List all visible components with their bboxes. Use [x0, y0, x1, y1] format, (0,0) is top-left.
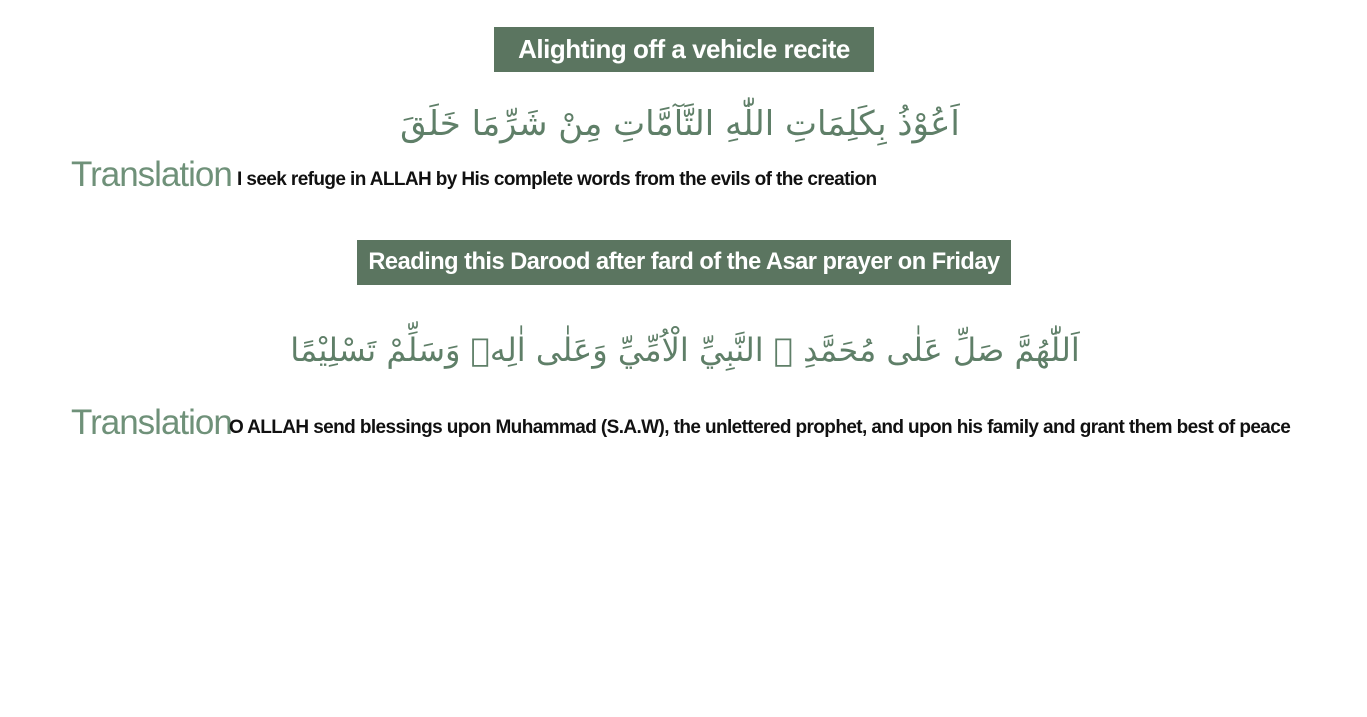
arabic-darood-text: اَللّٰهُمَّ صَلِّ عَلٰى مُحَمَّدِ ۣ النَّبِيِّ الْاُمِّيِّ وَعَلٰى اٰلِهٖ وَسَلِّمْ تَسْلِيْمًا: [290, 331, 1080, 369]
translation-text: I seek refuge in ALLAH by His complete words from the evils of the creation: [237, 169, 877, 190]
section-heading-banner: Alighting off a vehicle recite: [494, 27, 874, 72]
section-heading-banner: Reading this Darood after fard of the Asar prayer on Friday: [357, 240, 1011, 285]
translation-label: Translation: [71, 155, 232, 194]
translation-label: Translation: [71, 403, 232, 442]
arabic-dua-text: اَعُوْذُ بِكَلِمَاتِ اللّٰهِ التَّآمَّاتِ مِنْ شَرِّمَا خَلَقَ: [400, 104, 960, 144]
translation-text: O ALLAH send blessings upon Muhammad (S.A.W), the unlettered prophet, and upon his family and grant them best of peace: [229, 417, 1291, 438]
